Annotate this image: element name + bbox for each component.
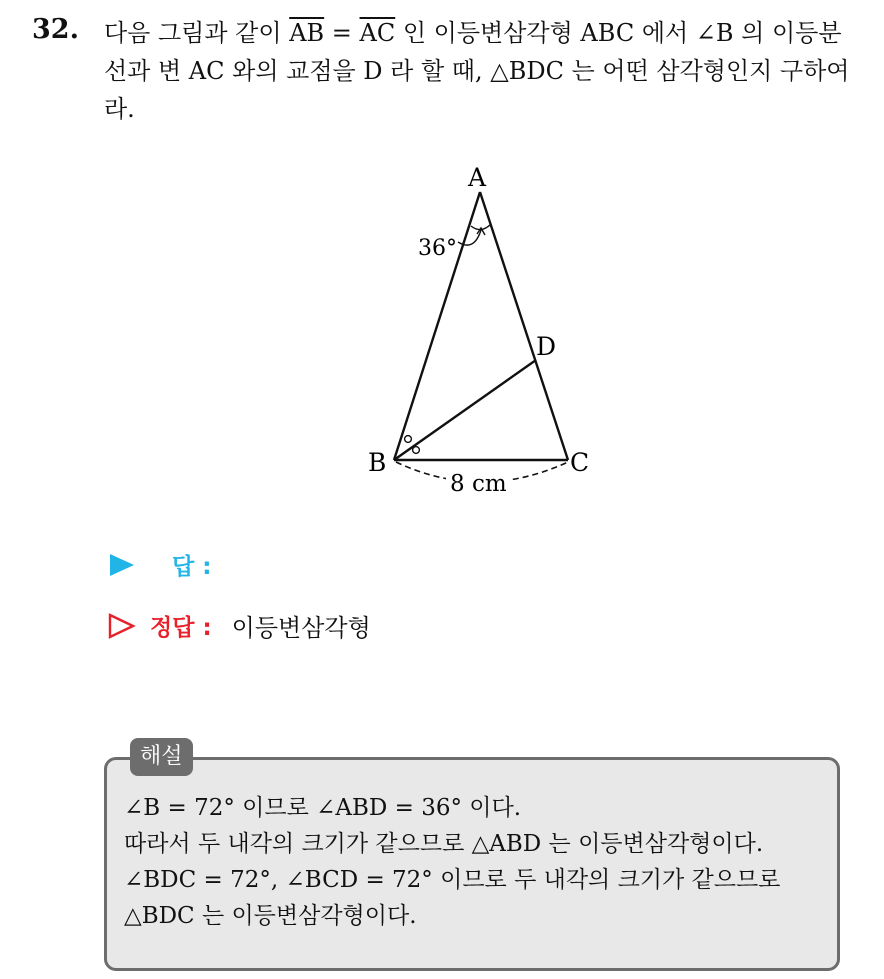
explanation-text xyxy=(124,790,834,934)
angle-b-mark-1 xyxy=(405,436,412,443)
triangle-figure xyxy=(360,160,640,500)
base-length-label: 8 cm xyxy=(450,471,507,497)
question-text xyxy=(104,14,864,128)
bisector-bd xyxy=(394,360,536,460)
explanation-line: △BDC 는 이등변삼각형이다. xyxy=(124,903,417,929)
equals-sign: = xyxy=(324,19,360,47)
answer-row xyxy=(108,548,211,581)
segment-ac: $\overline{AC}$ xyxy=(359,19,396,47)
side-ab xyxy=(394,192,480,460)
question-text-after: 인 이등변삼각형 ABC 에서 ∠B 의 이등분선과 변 AC 와의 교점을 D 라 할 때, △BDC 는 어떤 삼각형인지 구하여라. xyxy=(104,19,850,123)
play-outline-icon xyxy=(108,613,136,639)
side-ac xyxy=(480,192,568,460)
label-a: A xyxy=(468,163,487,192)
angle-b-mark-2 xyxy=(413,447,420,454)
explanation-line: ∠BDC = 72°, ∠BCD = 72° 이므로 두 내각의 크기가 같으므로 xyxy=(124,867,781,893)
segment-ab: $\overline{AB}$ xyxy=(289,19,325,47)
explanation-tab: 해설 xyxy=(130,738,193,776)
correct-answer-value: 이등변삼각형 xyxy=(231,614,371,642)
angle-a-label: 36° xyxy=(418,236,457,261)
label-b: B xyxy=(368,448,387,477)
play-icon xyxy=(108,553,136,577)
correct-answer-row xyxy=(108,608,371,643)
answer-label: 답 : xyxy=(172,554,212,580)
label-d: D xyxy=(536,332,557,361)
explanation-line: 따라서 두 내각의 크기가 같으므로 △ABD 는 이등변삼각형이다. xyxy=(124,831,764,857)
question-text-before: 다음 그림과 같이 xyxy=(104,19,290,47)
explanation-line: ∠B = 72° 이므로 ∠ABD = 36° 이다. xyxy=(124,795,522,821)
label-c: C xyxy=(570,448,590,477)
correct-answer-label: 정답 : xyxy=(150,615,212,641)
question-number: 32. xyxy=(32,14,79,45)
